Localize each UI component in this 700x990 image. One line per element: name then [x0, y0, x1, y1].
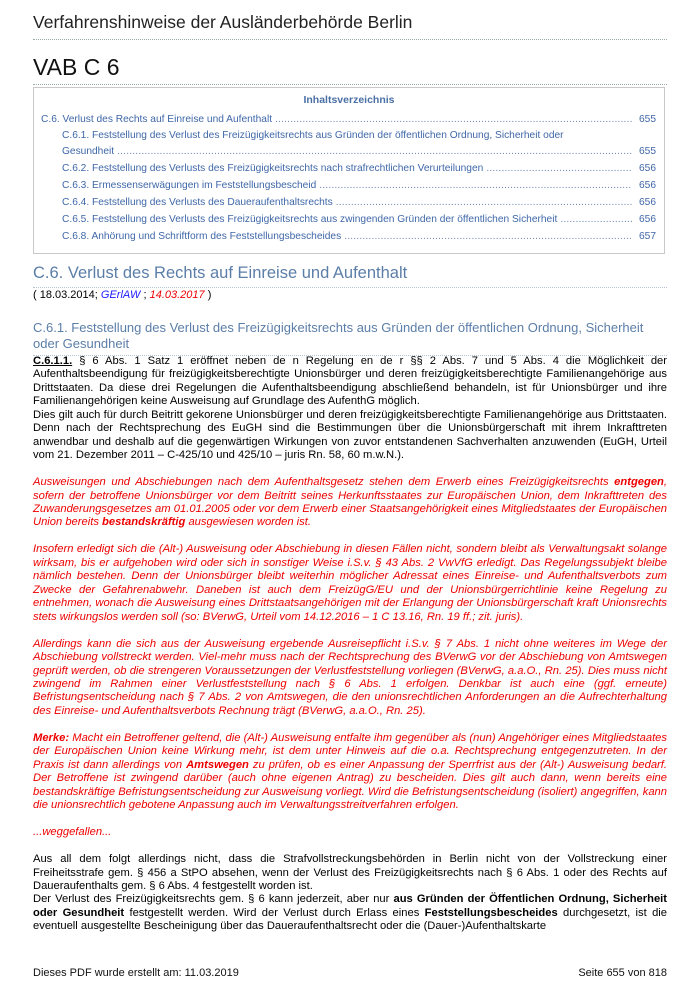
document-title: VAB C 6 — [33, 54, 120, 80]
note-label: Merke: — [33, 731, 70, 744]
toc-entry-text: C.6.4. Feststellung des Verlusts des Daueraufenthaltsrechts — [62, 197, 333, 208]
toc-entry-page: 656 — [639, 214, 656, 225]
date-close: ) — [204, 289, 212, 301]
date-text: ( 18.03.2014; — [33, 289, 101, 301]
toc-entry[interactable] — [34, 177, 664, 194]
paragraph-note: Merke: Macht ein Betroffener geltend, die (Alt-) Ausweisung entfalte ihm gegenüber als (nun) Angehöriger eines Mitgliedstaates der Europäischen Union keine Wirkung mehr, ist dem unter Hinweis auf die o.a. Rechtsprechung entgegenzutreten. In der Praxis ist dann allerdings von Amtswegen zu prüfen, ob es einer Anpassung der Sperrfrist aus der (Alt-) Ausweisung bedarf. Der Betroffene ist zwingend darüber (auch ohne eigenen Antrag) zu bescheiden. Dies gilt auch dann, wenn bereits eine bestandskräftige Befristungsentscheidung zur Ausweisung vorliegt. Wird die Befristungsentscheidung (isoliert) angegriffen, kann die unionsrechtlich gebotene Anpassung auch im Verwaltungsstreitverfahren erfolgen. — [33, 731, 667, 812]
toc-entry-page: 656 — [639, 163, 656, 174]
toc-entry[interactable] — [34, 160, 664, 177]
toc-entry-page: 656 — [639, 180, 656, 191]
title-divider — [33, 84, 667, 85]
paragraph-removed: ...weggefallen... — [33, 826, 112, 839]
page-header: Verfahrenshinweise der Ausländerbehörde Berlin — [33, 12, 667, 40]
toc-entry-text: C.6.1. Feststellung des Verlust des Freizügigkeitsrechts aus Gründen der öffentlichen Ordnung, Sicherheit oder — [62, 130, 564, 141]
toc-entry-text: C.6.5. Feststellung des Verlusts des Freizügigkeitsrechts aus zwingenden Gründen der öffentlichen Sicherheit — [62, 214, 558, 225]
paragraph: Aus all dem folgt allerdings nicht, dass die Strafvollstreckungsbehörden in Berlin nicht von der Vollstreckung einer Freiheitsstrafe gem. § 456 a StPO absehen, wenn der Verlust des Freizügigkeitsrechts nach § 6 Abs. 1 oder des Rechts auf Daueraufenthalts gem. § 6 Abs. 4 festgestellt worden ist. — [33, 853, 667, 892]
toc-entry-text: Gesundheit — [62, 146, 115, 157]
paragraph-amendment: Ausweisungen und Abschiebungen nach dem Aufenthaltsgesetz stehen dem Erwerb eines Freizügigkeitsrechts entgegen, sofern der betroffene Unionsbürger vor dem Beitritt seines Herkunftsstaates zur Europäischen Union, dem Inkrafttreten des Zuwanderungsgesetzes am 01.01.2005 oder vor dem Erwerb einer Staatsangehörigkeit eines Mitgliedstaates der Europäischen Union bereits bestandskräftig ausgewiesen worden ist. — [33, 476, 667, 529]
paragraph: C.6.1.1. § 6 Abs. 1 Satz 1 eröffnet neben de n Regelung en de r §§ 2 Abs. 7 und 5 Abs. 4 die Möglichkeit der Aufenthaltsbeendigung für freizügigkeitsberechtigte Unionsbürger und deren freizügigkeitsberechtigte Familienangehörige aus Drittstaaten. Da diese drei Regelungen die Aufenthaltsbeendigung abschließend behandeln, ist für Unionsbürger und ihre Familienangehörigen keine Ausweisung auf Grundlage des AufenthG möglich. — [33, 355, 667, 408]
toc-title: Inhaltsverzeichnis — [303, 94, 395, 106]
subsection-heading: C.6.1. Feststellung des Verlust des Freizügigkeitsrechts aus Gründen der öffentlichen Ordnung, Sicherheit oder Gesundheit — [33, 320, 667, 356]
body-text — [33, 355, 667, 934]
section-heading: C.6. Verlust des Rechts auf Einreise und Aufenthalt — [33, 264, 667, 288]
toc-entry-page: 655 — [639, 146, 656, 157]
paragraph-amendment: Insofern erledigt sich die (Alt-) Ausweisung oder Abschiebung in diesen Fällen nicht, sondern bleibt als Verwaltungsakt solange wirksam, bis er aufgehoben wird oder sich in sonstiger Weise i.S.v. § 43 Abs. 2 VwVfG erledigt. Das Regelungssubjekt bleibe nämlich bestehen. Denn der Unionsbürger bleibt weiterhin möglicher Adressat eines Einreise- und Aufenthaltsverbots zum Zwecke der Gefahrenabwehr. Daneben ist auch dem FreizügG/EU und der Unionsbürgerrichtlinie keine Regelung zu entnehmen, wonach die Ausweisung eines Drittstaatsangehörigen mit der Erlangung der Unionsbürgerschaft kraft Unionsrechts stets wirkungslos werden soll (so: BVerwG, Urteil vom 14.12.2016 – 1 C 13.16, Rn. 19 ff.; zit. juris). — [33, 543, 667, 623]
toc-entry-page: 655 — [639, 114, 656, 125]
toc-entry-continuation[interactable] — [34, 143, 664, 160]
section-dateline — [33, 289, 211, 301]
toc-entry-text: C.6.8. Anhörung und Schriftform des Feststellungsbescheides — [62, 231, 342, 242]
toc-leader — [344, 228, 632, 245]
toc-leader — [319, 177, 632, 194]
toc-entry[interactable] — [34, 228, 664, 245]
toc-entry-page: 657 — [639, 231, 656, 242]
footer-page-number: Seite 655 von 818 — [578, 967, 667, 979]
date-separator: ; — [140, 289, 150, 301]
erlass-link[interactable]: GErlAW — [100, 289, 141, 301]
paragraph: Der Verlust des Freizügigkeitsrechts gem. § 6 kann jederzeit, aber nur aus Gründen der Öffentlichen Ordnung, Sicherheit oder Gesundheit festgestellt werden. Wird der Verlust durch Erlass eines Feststellungsbescheides durchgesetzt, ist die eventuell ausgestellte Bescheinigung über das Daueraufenthaltsrecht oder die (Dauer-)Aufenthaltskarte — [33, 893, 668, 933]
toc-entry[interactable] — [34, 211, 664, 228]
toc-leader — [486, 160, 632, 177]
paragraph-amendment: Allerdings kann die sich aus der Ausweisung ergebende Ausreisepflicht i.S.v. § 7 Abs. 1 nicht ohne weiteres im Wege der Abschiebung vollstreckt werden. Viel-mehr muss nach der Rechtsprechung des BVerwG vor der Abschiebung von Amtswegen geprüft werden, ob die strengeren Voraussetzungen der Verlustfeststellung vorliegen (BVerwG, a.a.O., Rn. 25). Dies muss nicht zwingend im Rahmen einer Verlustfeststellung nach § 6 Abs. 1 erfolgen. Denkbar ist auch eine (ggf. erneute) Befristungsentscheidung nach § 7 Abs. 2 von Amtswegen, die den unionsrechtlichen Anforderungen an die Aufrechterhaltung des Einreise- und Aufenthaltsverbots Rechnung trägt (BVerwG, a.a.O., Rn. 25). — [33, 637, 667, 717]
toc-entry[interactable] — [34, 128, 664, 144]
revision-date: 14.03.2017 — [149, 289, 205, 301]
table-of-contents — [33, 87, 665, 254]
toc-leader — [117, 143, 632, 160]
toc-leader — [275, 111, 632, 128]
toc-leader — [560, 211, 632, 228]
toc-entry-page: 656 — [639, 197, 656, 208]
toc-leader — [336, 194, 632, 211]
paragraph-label: C.6.1.1. — [33, 355, 73, 367]
toc-entry[interactable] — [34, 194, 664, 211]
toc-entry[interactable] — [34, 111, 664, 128]
toc-entry-text: C.6.3. Ermessenserwägungen im Feststellungsbescheid — [62, 180, 317, 191]
paragraph: Dies gilt auch für durch Beitritt gekorene Unionsbürger und deren freizügigkeitsberechtigte Familienangehörige aus Drittstaaten. Denn nach der Rechtsprechung des EuGH sind die Bestimmungen über die Unionsbürgerschaft mit ihrem Inkrafttreten anwendbar und deshalb auf die gegenwärtigen Wirkungen von zuvor entstandenen Sachverhalten anzuwenden (EuGH, Urteil vom 21. Dezember 2011 – C-425/10 und 425/10 – juris Rn. 58, 60 m.w.N.). — [33, 408, 667, 462]
toc-entry-text: C.6. Verlust des Rechts auf Einreise und Aufenthalt — [41, 114, 273, 125]
footer-created-date: Dieses PDF wurde erstellt am: 11.03.2019 — [33, 967, 239, 979]
toc-entry-text: C.6.2. Feststellung des Verlusts des Freizügigkeitsrechts nach strafrechtlichen Verurteilungen — [62, 163, 484, 174]
